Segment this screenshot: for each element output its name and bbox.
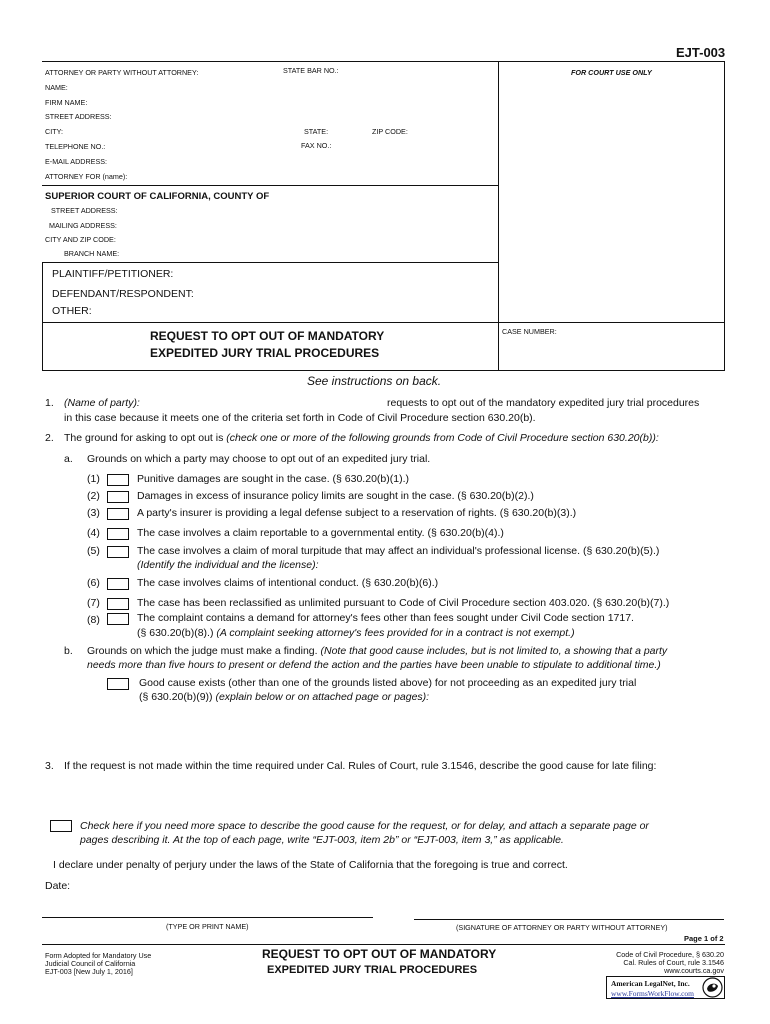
parties-box-bottom (42, 322, 725, 323)
ground-6-text: The case involves claims of intentional conduct. (§ 630.20(b)(6).) (137, 577, 439, 589)
caption-top-border (42, 61, 725, 62)
court-city-zip-label: CITY AND ZIP CODE: (45, 235, 116, 244)
court-title: SUPERIOR COURT OF CALIFORNIA, COUNTY OF (45, 191, 270, 202)
brand-name: American LegalNet, Inc. (611, 979, 690, 988)
court-street-label: STREET ADDRESS: (51, 206, 118, 215)
ground-5-subtext: (Identify the individual and the license): (137, 559, 319, 571)
item2a-text: Grounds on which a party may choose to opt out of an expedited jury trial. (87, 453, 431, 465)
attorney-for-label: ATTORNEY FOR (name): (45, 172, 128, 181)
defendant-label: DEFENDANT/RESPONDENT: (52, 288, 194, 300)
caption-left-border (42, 262, 43, 370)
ground-5-text: The case involves a claim of moral turpitude that may affect an individual's professional license. (§ 630.20(b)(5).) (137, 545, 660, 557)
other-label: OTHER: (52, 305, 92, 317)
footer-title1: REQUEST TO OPT OUT OF MANDATORY (262, 947, 497, 961)
caption-bottom-border (42, 370, 725, 371)
form-title-line2: EXPEDITED JURY TRIAL PROCEDURES (150, 346, 380, 360)
fax-label: FAX NO.: (301, 141, 332, 150)
item3-text: If the request is not made within the time required under Cal. Rules of Court, rule 3.1546, describe the good cause for late filing: (64, 760, 657, 772)
form-title-line1: REQUEST TO OPT OUT OF MANDATORY (150, 329, 385, 343)
firm-label: FIRM NAME: (45, 98, 88, 107)
caption-right-border (724, 61, 725, 370)
state-label: STATE: (304, 127, 329, 136)
good-cause-text2: (§ 630.20(b)(9)) (explain below or on attached page or pages): (139, 691, 430, 703)
ground-1-text: Punitive damages are sought in the case. (§ 630.20(b)(1).) (137, 473, 409, 485)
ground-4-number: (4) (87, 527, 100, 539)
email-label: E-MAIL ADDRESS: (45, 157, 108, 166)
item2b-text: Grounds on which the judge must make a finding. (Note that good cause includes, but is not limited to, a showing that a party (87, 645, 668, 657)
phone-label: TELEPHONE NO.: (45, 142, 106, 151)
ground-4-text: The case involves a claim reportable to a governmental entity. (§ 630.20(b)(4).) (137, 527, 504, 539)
footer-right2: Cal. Rules of Court, rule 3.1546 (623, 958, 724, 967)
declaration: I declare under penalty of perjury under the laws of the State of California that the foregoing is true and correct. (53, 859, 568, 871)
ground-5-number: (5) (87, 545, 100, 557)
good-cause-text1: Good cause exists (other than one of the grounds listed above) for not proceeding as an expedited jury trial (139, 677, 637, 689)
ground-5-checkbox[interactable] (107, 546, 129, 558)
name-line[interactable] (42, 917, 373, 918)
ground-4-checkbox[interactable] (107, 528, 129, 540)
plaintiff-label: PLAINTIFF/PETITIONER: (52, 268, 174, 280)
item1-text2: in this case because it meets one of the criteria set forth in Code of Civil Procedure section 630.20(b). (64, 412, 536, 424)
court-branch-label: BRANCH NAME: (64, 249, 120, 258)
ground-8-subtext: (§ 630.20(b)(8).) (A complaint seeking attorney's fees provided for in a contract is not exempt.) (137, 627, 575, 639)
case-number-label: CASE NUMBER: (502, 327, 557, 336)
date-label: Date: (45, 880, 71, 892)
attorney-box-bottom (42, 185, 499, 186)
attorney-label: ATTORNEY OR PARTY WITHOUT ATTORNEY: (45, 68, 199, 77)
footer-left2: Judicial Council of California (45, 959, 136, 968)
item2b-italic2: needs more than five hours to present or defend the action and the parties have been unable to stipulate to additional time.) (87, 659, 661, 671)
caption-divider (498, 61, 499, 370)
ground-3-text: A party's insurer is providing a legal defense subject to a reservation of rights. (§ 630.20(b)(3).) (137, 507, 577, 519)
item1-text1: requests to opt out of the mandatory expedited jury trial procedures (387, 397, 700, 409)
page-label: Page 1 of 2 (684, 934, 724, 943)
ground-6-number: (6) (87, 577, 100, 589)
footer-right3[interactable]: www.courts.ca.gov (664, 966, 724, 975)
street-label: STREET ADDRESS: (45, 112, 112, 121)
zip-label: ZIP CODE: (372, 127, 408, 136)
ground-7-number: (7) (87, 597, 100, 609)
signature-line[interactable] (414, 919, 724, 920)
item2a-letter: a. (64, 453, 73, 465)
item1-number: 1. (45, 397, 54, 409)
ground-6-checkbox[interactable] (107, 578, 129, 590)
more-space-line1: Check here if you need more space to describe the good cause for the request, or for delay, and attach a separate page or (80, 820, 649, 832)
ground-2-number: (2) (87, 490, 100, 502)
ground-8-text: The complaint contains a demand for attorney's fees other than fees sought under Civil Code section 1717. (137, 612, 634, 624)
ground-8-number: (8) (87, 614, 100, 626)
city-label: CITY: (45, 127, 63, 136)
state-bar-label: STATE BAR NO.: (283, 66, 339, 75)
ground-7-checkbox[interactable] (107, 598, 129, 610)
ground-1-number: (1) (87, 473, 100, 485)
court-mailing-label: MAILING ADDRESS: (49, 221, 117, 230)
court-box-bottom (42, 262, 499, 263)
footer-title2: EXPEDITED JURY TRIAL PROCEDURES (267, 964, 478, 976)
item1-label: (Name of party): (64, 397, 140, 409)
ground-2-text: Damages in excess of insurance policy limits are sought in the case. (§ 630.20(b)(2).) (137, 490, 534, 502)
ground-3-checkbox[interactable] (107, 508, 129, 520)
ground-3-number: (3) (87, 507, 100, 519)
type-name-label: (TYPE OR PRINT NAME) (166, 922, 249, 931)
item2-lead: The ground for asking to opt out is (check one or more of the following grounds from Code of Civil Procedure section 630.20(b)): (64, 432, 659, 444)
ground-7-text: The case has been reclassified as unlimited pursuant to Code of Civil Procedure section 403.020. (§ 630.20(b)(7).) (137, 597, 670, 609)
footer-rule (42, 944, 725, 945)
ground-8-checkbox[interactable] (107, 613, 129, 625)
item3-number: 3. (45, 760, 54, 772)
ground-2-checkbox[interactable] (107, 491, 129, 503)
court-use-label: FOR COURT USE ONLY (571, 68, 652, 77)
item2-number: 2. (45, 432, 54, 444)
footer-left3: EJT-003 [New July 1, 2016] (45, 967, 133, 976)
more-space-checkbox[interactable] (50, 820, 72, 832)
instructions-note: See instructions on back. (307, 374, 442, 388)
item2b-letter: b. (64, 645, 73, 657)
ground-1-checkbox[interactable] (107, 474, 129, 486)
name-label: NAME: (45, 83, 68, 92)
brand-logo-icon (702, 977, 723, 1003)
form-code: EJT-003 (676, 45, 726, 60)
signature-label: (SIGNATURE OF ATTORNEY OR PARTY WITHOUT ATTORNEY) (456, 923, 668, 932)
footer-right1: Code of Civil Procedure, § 630.20 (616, 950, 724, 959)
brand-url[interactable]: www.FormsWorkFlow.com (611, 989, 695, 998)
more-space-line2: pages describing it. At the top of each page, write “EJT-003, item 2b” or “EJT-003, item 3,” as applicable. (80, 834, 564, 846)
good-cause-checkbox[interactable] (107, 678, 129, 690)
footer-left1: Form Adopted for Mandatory Use (45, 951, 152, 960)
